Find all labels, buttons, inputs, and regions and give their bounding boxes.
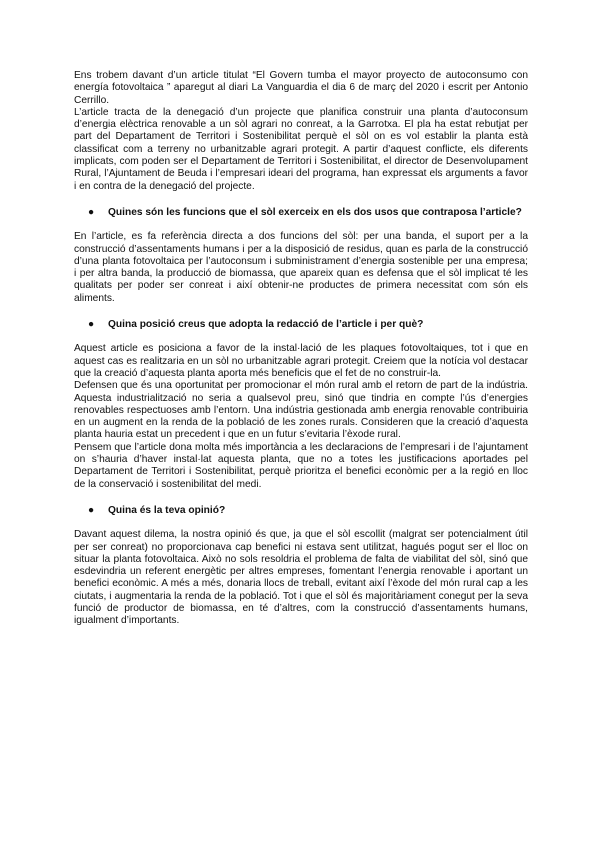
bullet-icon: ● <box>88 319 95 331</box>
question-3-text: Quina és la teva opinió? <box>108 504 226 516</box>
answer-3-paragraph-1: Davant aquest dilema, la nostra opinió és que, ja que el sòl escollit (malgrat ser potencialment útil per ser conreat) no proporcionava cap benefici ni estava sent utilitzat, hagués pogut ser el lloc on situar la planta fotovoltaica. Això no sols resoldria el problema de falta de viabilitat del sòl, sinó que esdevindria un referent energètic per altres empreses, fomentant l’energia renovable i aportant un benefici econòmic. A més a més, donaria llocs de treball, evitant així l’èxode del món rural cap a les ciutats, i augmentaria la renda de la població. Tot i que el sòl és majoritàriament conegut per la seva funció de productor de biomassa, en té d’altres, com la construcció d’assentaments humans, igualment d’importants. <box>74 529 528 627</box>
intro-paragraph-2: L’article tracta de la denegació d’un projecte que planifica construir una planta d’autoconsum d’energia elèctrica renovable a un sòl agrari no conreat, a la Garrotxa. El pla ha estat rebutjat per part del Departament de Territori i Sostenibilitat perquè el sòl on es vol establir la planta està classificat com a terreny no urbanitzable agrari protegit. A partir d’aquest conflicte, els diferents implicats, com poden ser el Departament de Territori i Sostenibilitat, el director de Desenvolupament Rural, l’Ajuntament de Beuda i l’empresari ideari del programa, han expressat els arguments a favor i en contra de la denegació del projecte. <box>74 106 528 192</box>
bullet-icon: ● <box>88 206 95 218</box>
answer-2-paragraph-2: Defensen que és una oportunitat per promocionar el món rural amb el retorn de part de la indústria. Aquesta industrialització no seria a qualsevol preu, sinó que tindria en compte l’ús d’energies renovables respectuoses amb l’entorn. Una indústria gestionada amb energia renovable contribuiria en un augment en la renda de la població de les zones rurals. Consideren que la creació d’aquesta planta hauria estat un precedent i que en un futur s’evitaria l’èxode rural. <box>74 380 528 441</box>
bullet-icon: ● <box>88 504 95 516</box>
question-1-text: Quines són les funcions que el sòl exerceix en els dos usos que contraposa l’article? <box>108 206 522 218</box>
question-3 <box>74 505 528 517</box>
answer-2-paragraph-1: Aquest article es posiciona a favor de la instal·lació de les plaques fotovoltaiques, tot i que en aquest cas es realitzaria en un sòl no urbanitzable agrari protegit. Creiem que la notícia vol destacar que la creació d’aquesta planta aporta més beneficis que el fet de no construir-la. <box>74 343 528 379</box>
question-2-text: Quina posició creus que adopta la redacció de l’article i per què? <box>108 319 424 331</box>
document-page <box>74 70 528 628</box>
intro-paragraph-1: Ens trobem davant d’un article titulat “El Govern tumba el mayor proyecto de autoconsumo con energía fotovoltaica ” aparegut al diari La Vanguardia el dia 6 de març del 2020 i escrit per Antonio Cerrillo. <box>74 70 528 106</box>
question-2 <box>74 319 528 331</box>
answer-2-paragraph-3: Pensem que l’article dona molta més importància a les declaracions de l’empresari i de l’ajuntament on s’hauria d’haver instal·lat aquesta planta, que no a totes les justificacions aportades pel Departament de Territori i Sostenibilitat, perquè prioritza el benefici econòmic per a la regió en lloc de la conservació i sostenibilitat del medi. <box>74 441 528 490</box>
answer-1-paragraph-1: En l’article, es fa referència directa a dos funcions del sòl: per una banda, el suport per a la construcció d’assentaments humans i per a la disposició de residus, quan es parla de la construcció d’una planta fotovoltaica per l’autoconsum i subministrament d’energia sostenible per una empresa; i per altra banda, la producció de biomassa, que apareix quan es defensa que el sòl implicat té les qualitats per poder ser conreat i així obtenir-ne productes de primera necessitat com són els aliments. <box>74 231 528 304</box>
question-1 <box>74 207 528 219</box>
